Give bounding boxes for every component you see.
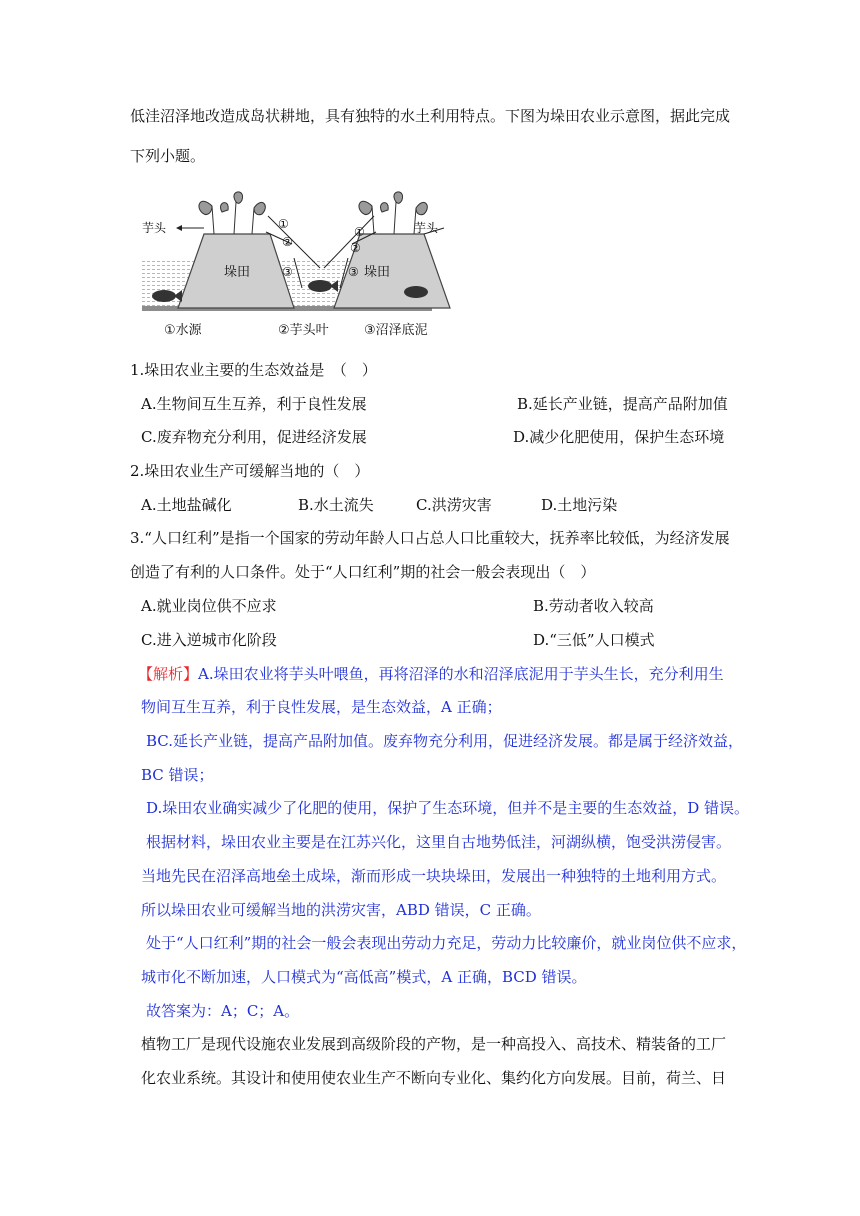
analysis-line-8: 所以垛田农业可缓解当地的洪涝灾害，ABD 错误，C 正确。 xyxy=(141,901,541,919)
q1-option-b: B.延长产业链，提高产品附加值 xyxy=(517,395,728,413)
question-3-stem-2: 创造了有利的人口条件。处于“人口红利”期的社会一般会表现出（ ） xyxy=(130,563,596,581)
next-passage-line-1: 植物工厂是现代设施农业发展到高级阶段的产物，是一种高投入、高技术、精装备的工厂 xyxy=(141,1035,727,1053)
question-3-stem-1: 3.“人口红利”是指一个国家的劳动年龄人口占总人口比重较大，抚养率比较低，为经济发展 xyxy=(130,529,730,547)
taro-plants-left xyxy=(199,192,265,234)
analysis-line-1 xyxy=(138,664,724,684)
label-field-left: 垛田 xyxy=(224,265,251,280)
analysis-line-2: 物间互生互养，利于良性发展，是生态效益，A 正确； xyxy=(141,698,502,716)
next-passage-line-2: 化农业系统。其设计和使用使农业生产不断向专业化、集约化方向发展。目前，荷兰、日 xyxy=(141,1069,727,1087)
marker-1-left: ① xyxy=(278,217,289,231)
q2-option-c: C.洪涝灾害 xyxy=(416,496,492,514)
marker-2-left: ② xyxy=(282,235,293,249)
marker-1-right: ① xyxy=(354,225,365,239)
question-2-stem: 2.垛田农业生产可缓解当地的（ ） xyxy=(130,462,370,480)
q2-option-a: A.土地盐碱化 xyxy=(141,496,232,514)
label-taro-right: 芋头 xyxy=(414,221,439,235)
legend-2: ②芋头叶 xyxy=(278,323,329,338)
intro-line-2: 下列小题。 xyxy=(130,147,206,165)
marker-3-right: ③ xyxy=(348,265,359,279)
analysis-text-1a: A.垛田农业将芋头叶喂鱼，再将沼泽的水和沼泽底泥用于芋头生长，充分利用生 xyxy=(198,665,724,683)
intro-line-1: 低洼沼泽地改造成岛状耕地，具有独特的水土利用特点。下图为垛田农业示意图，据此完成 xyxy=(130,107,731,125)
marker-2-right: ② xyxy=(350,241,361,255)
legend-3: ③沼泽底泥 xyxy=(364,323,428,338)
duotian-diagram xyxy=(142,188,439,340)
q2-option-d: D.土地污染 xyxy=(541,496,618,514)
analysis-line-5: D.垛田农业确实减少了化肥的使用，保护了生态环境，但并不是主要的生态效益，D 错误。 xyxy=(146,799,750,817)
legend-1: ①水源 xyxy=(164,323,202,338)
q1-option-a: A.生物间互生互养，利于良性发展 xyxy=(141,395,367,413)
analysis-line-10: 城市化不断加速，人口模式为“高低高”模式，A 正确，BCD 错误。 xyxy=(141,968,587,986)
analysis-line-6: 根据材料，垛田农业主要是在江苏兴化，这里自古地势低洼，河湖纵横，饱受洪涝侵害。 xyxy=(146,833,732,851)
analysis-line-9: 处于“人口红利”期的社会一般会表现出劳动力充足，劳动力比较廉价，就业岗位供不应求， xyxy=(146,934,747,952)
label-field-right: 垛田 xyxy=(364,265,391,280)
marker-3-left: ③ xyxy=(282,265,293,279)
q3-option-b: B.劳动者收入较高 xyxy=(533,597,654,615)
q3-option-d: D.“三低”人口模式 xyxy=(533,631,655,649)
q1-option-c: C.废弃物充分利用，促进经济发展 xyxy=(141,428,367,446)
q3-option-a: A.就业岗位供不应求 xyxy=(141,597,277,615)
analysis-tag: 【解析】 xyxy=(138,665,199,683)
q1-option-d: D.减少化肥使用，保护生态环境 xyxy=(513,428,725,446)
label-taro-left: 芋头 xyxy=(142,221,167,235)
analysis-line-3: BC.延长产业链，提高产品附加值。废弃物充分利用，促进经济发展。都是属于经济效益， xyxy=(146,732,744,750)
question-1-stem: 1.垛田农业主要的生态效益是 （ ） xyxy=(130,361,377,379)
q2-option-b: B.水土流失 xyxy=(298,496,374,514)
analysis-line-7: 当地先民在沼泽高地垒土成垛，渐而形成一块块垛田，发展出一种独特的土地利用方式。 xyxy=(141,867,727,885)
q3-option-c: C.进入逆城市化阶段 xyxy=(141,631,277,649)
analysis-answer: 故答案为：A；C；A。 xyxy=(146,1002,300,1020)
analysis-line-4: BC 错误； xyxy=(141,766,214,784)
